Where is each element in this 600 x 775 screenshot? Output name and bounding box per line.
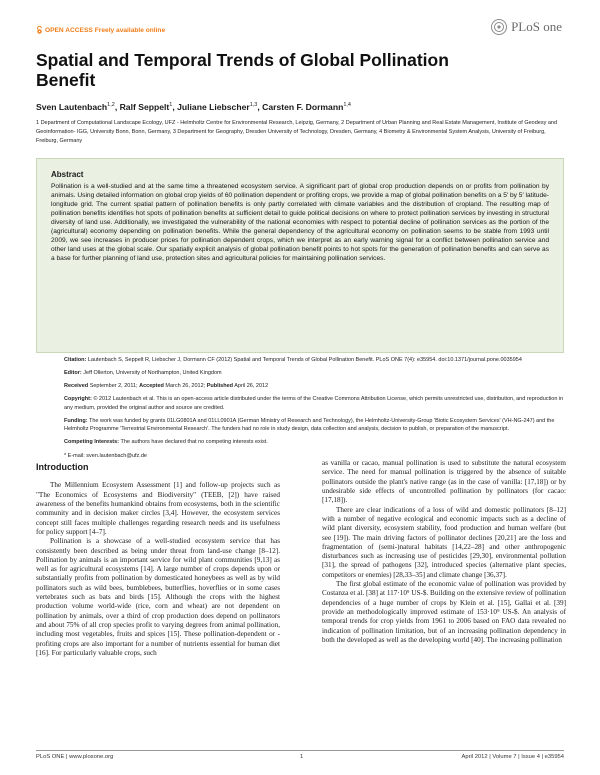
competing-interests <box>64 438 564 447</box>
abstract-heading: Abstract <box>51 170 84 179</box>
published-label: Published <box>206 383 233 390</box>
received-label: Received <box>64 383 89 390</box>
author-separator: , <box>257 102 263 112</box>
abstract-text: Pollination is a well-studied and at the same time a threatened ecosystem service. A significant part of global crop production depends on or profits from pollination by animals. Using detailed information on global crop yields of 60 pollination dependent or profiting crops, we provide a map of global pollination benefits on a 5′ by 5′ latitude-longitude grid. The current spatial pattern of pollination benefits is only partly correlated with climate variables and the distribution of cropland. The resulting map of pollination benefits identifies hot spots of pollination benefits at sufficient detail to guide political decisions on where to protect pollination services by investing in structural diversity of land use. Additionally, we investigated the vulnerability of the national economies with respect to potential decline of pollination services as the portion of the (agricultural) economy depending on pollination benefits. While the general dependency of the agricultural economy on pollination seems to be stable from 1993 until 2009, we see increases in producer prices for pollination dependent crops, which we interpret as an early warning signal for a conflict between pollination service and other land uses at the global scale. Our spatially explicit analysis of global pollination benefit points to hot spots for the generation of pollination benefits and can serve as a base for further planning of land use, protection sites and agricultural policies for maintaining pollination services. <box>51 183 549 262</box>
accepted-date: March 26, 2012; <box>165 383 206 390</box>
author-name: Ralf Seppelt <box>119 102 170 112</box>
copyright-text: © 2012 Lautenbach et al. This is an open-access article distributed under the terms of the Creative Commons Attribution License, which permits unrestricted use, distribution, and reproduction in any medium, provided the original author and source are credited. <box>64 396 564 411</box>
editor-label: Editor: <box>64 370 82 377</box>
body-paragraph: The Millennium Ecosystem Assessment [1] and follow-up projects such as "The Economics of Ecosystems and Biodiversity" (TEEB, [2]) have raised awareness of the benefits humankind obtains from ecosystems, both in the scientific community and in decision maker circles [3,4]. However, the ecosystem services concept still faces multiple challenges regarding research needs and its usefulness for policy support [4–7]. <box>36 481 280 536</box>
author-separator: , <box>172 102 178 112</box>
freely-available-label: Freely available online <box>94 26 166 34</box>
author-affiliation-mark: 1,4 <box>343 102 351 109</box>
body-paragraph: The first global estimate of the economic value of pollination was provided by Costanza et al. [38] at 117·10⁹ US-$. Building on the extensive review of pollination dependencies of a huge number of crops by Klein et al. [15], Gallai et al. [39] provide an methodologically improved estimate of 153·10⁹ US-$. An analysis of temporal trends for crop yields from 1961 to 2006 based on FAO data revealed no indication of pollination limitation, but of an increasing pollination dependency in both the developed as well as the developing world [40]. The increasing pollination <box>322 580 566 644</box>
body-paragraph: There are clear indications of a loss of wild and domestic pollinators [8–12] with a number of negative ecological and economic impacts such as a decline of wild plant diversity, ecosystem stability, food production and human welfare (but see [19]). The main driving factors of pollinator declines [20,21] are the loss and fragmentation of (semi-)natural habitats [14,22–28] and other anthropogenic disturbances such as increasing use of pesticides [29,30], environmental pollution [31], the spread of pathogens [32], introduced species (alternative plant species, competitors or enemies) [28,33–35] and climate change [36,37]. <box>322 505 566 579</box>
journal-logo-text: PLoS one <box>511 19 562 34</box>
body-column-left <box>36 463 280 658</box>
author-list <box>36 102 351 112</box>
page-number: 1 <box>300 754 304 760</box>
competing-interests-label: Competing Interests: <box>64 439 120 446</box>
dates <box>64 382 564 391</box>
open-access-label: OPEN ACCESS <box>45 26 93 34</box>
received-date: September 2, 2011; <box>89 383 138 390</box>
published-date: April 26, 2012 <box>234 383 269 390</box>
citation <box>64 356 564 365</box>
affiliations: 1 Department of Computational Landscape Ecology, UFZ - Helmholtz Centre for Environmental Research, Leipzig, Germany, 2 Department of Urban Planning and Real Estate Management, Institute of Geodesy and Geoinformation- IGG, University Bonn, Bonn, Germany, 3 Department for Geography, Dresden University of Technology, Dresden, Germany, 4 Biometry & Environmental System Analysis, University of Freiburg, Freiburg, Germany <box>36 120 558 144</box>
funding-label: Funding: <box>64 417 88 424</box>
body-paragraph: as vanilla or cacao, manual pollination is used to substitute the natural ecosystem service. The need for manual pollination is triggered by the absence of suitable pollinators outside the plant's native range (as in the case of vanilla: [17,18]) or by undesirable side effects of uncontrolled pollination by pollinators (for cacao: [17,18]). <box>322 459 566 505</box>
author-affiliation-mark: 1,3 <box>249 102 258 109</box>
author-affiliation-mark: 1,2 <box>107 102 115 109</box>
copyright-label: Copyright: <box>64 396 92 403</box>
author-name: Juliane Liebscher <box>177 102 250 112</box>
competing-interests-text: The authors have declared that no competing interests exist. <box>120 439 268 446</box>
author-name: Carsten F. Dormann <box>262 102 344 112</box>
journal-logo <box>490 18 562 36</box>
citation-label: Citation: <box>64 357 87 363</box>
footer-issue-info: April 2012 | Volume 7 | Issue 4 | e35954 <box>461 754 564 760</box>
article-title: Spatial and Temporal Trends of Global Pollination Benefit <box>36 50 449 90</box>
section-heading-introduction: Introduction <box>36 462 89 472</box>
article-metadata <box>64 356 564 465</box>
funding <box>64 417 564 434</box>
body-paragraph: Pollination is a showcase of a well-studied ecosystem service that has consistently been described as being under threat from land-use change [8–12]. Pollination by animals is an important service for wild plant communities [9,13] as well as for agricultural ecosystems [14]. A large number of crops depends upon or substantially profits from pollination by domesticated honeybees as well as by wild pollinators such as wild bees, bumblebees, butterflies, hoverflies or in some cases vertebrates such as bats and birds [15]. Although the crops with the highest production volume world-wide (rice, corn and wheat) are not dependent on pollination by animals, over a third of crop production does depend on pollinators and about 75% of all crop species profit to varying degrees from animal pollination, including most vegetables, fruits and spices [15]. These pollination-dependent or -profiting crops are also important for a number of nutrients essential for human diet [16]. For particularly valuable crops, such <box>36 537 280 657</box>
copyright <box>64 395 564 412</box>
body-column-right <box>322 459 566 645</box>
plos-logo-icon <box>490 18 508 36</box>
funding-text: The work was funded by grants 01LG0801A and 01LL0901A (German Ministry of Research and Technology), the Helmholtz-University-Group 'Biotic Ecosystem Services' (VH-NG-247) and the Helmholtz Programme 'Terrestrial Environmental Research'. The funders had no role in study design, data collection and analysis, decision to publish, or preparation of the manuscript. <box>64 417 555 433</box>
corresponding-email[interactable]: * E-mail: sven.lautenbach@ufz.de <box>64 452 147 459</box>
author-affiliation-mark: 1 <box>169 102 173 109</box>
author-name: Sven Lautenbach <box>36 102 108 112</box>
open-lock-icon <box>36 26 43 34</box>
editor <box>64 369 564 378</box>
open-access-badge <box>36 26 165 34</box>
footer-journal-site[interactable]: PLoS ONE | www.plosone.org <box>36 754 114 760</box>
abstract-box <box>36 158 564 353</box>
accepted-label: Accepted <box>139 383 164 390</box>
citation-text: Lautenbach S, Seppelt R, Liebscher J, Dormann CF (2012) Spatial and Temporal Trends of Global Pollination Benefit. PLoS ONE 7(4): e35954. doi:10.1371/journal.pone.0035954 <box>87 357 522 363</box>
editor-text: Jeff Ollerton, University of Northampton, United Kingdom <box>83 370 222 377</box>
footer-divider <box>36 750 564 751</box>
author-separator: , <box>114 102 120 112</box>
